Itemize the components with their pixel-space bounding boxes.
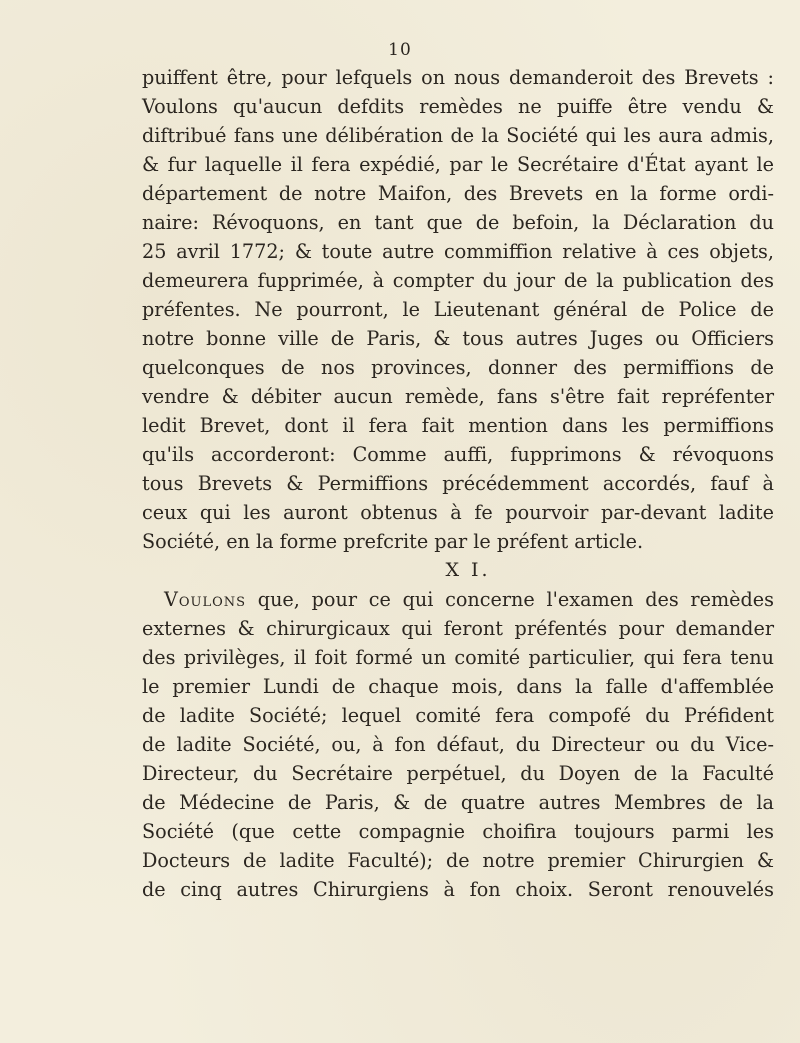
text-line: puiffent être, pour lefquels on nous demanderoit des Brevets : [142, 66, 774, 89]
section-first-line [142, 585, 774, 614]
text-line: Voulons qu'aucun defdits remèdes ne puiffe être vendu & [142, 95, 774, 118]
text-line: naire: Révoquons, en tant que de befoin, la Déclaration du [142, 211, 774, 234]
text-line: & fur laquelle il fera expédié, par le Secrétaire d'État ayant le [142, 153, 774, 176]
text-line: de ladite Société, ou, à fon défaut, du Directeur ou du Vice- [142, 733, 774, 756]
text-line: ledit Brevet, dont il fera fait mention dans les permiffions [142, 414, 774, 437]
text-line: Société (que cette compagnie choifira toujours parmi les [142, 820, 774, 843]
text-line: 25 avril 1772; & toute autre commiffion relative à ces objets, [142, 240, 774, 263]
section-first-line-rest: que, pour ce qui concerne l'examen des remèdes [246, 588, 774, 611]
body-text [142, 63, 774, 904]
text-line: de cinq autres Chirurgiens à fon choix. Seront renouvelés [142, 878, 774, 901]
text-line: préfentes. Ne pourront, le Lieutenant général de Police de [142, 298, 774, 321]
section-heading: X I. [445, 559, 491, 581]
text-line: le premier Lundi de chaque mois, dans la falle d'affemblée [142, 675, 774, 698]
text-line: qu'ils accorderont: Comme auffi, fupprimons & révoquons [142, 443, 774, 466]
text-line: diftribué fans une délibération de la Société qui les aura admis, [142, 124, 774, 147]
section-first-word: Voulons [164, 588, 247, 611]
text-line: vendre & débiter aucun remède, fans s'être fait repréfenter [142, 385, 774, 408]
text-line: département de notre Maifon, des Brevets en la forme ordi- [142, 182, 774, 205]
text-line: Société, en la forme prefcrite par le préfent article. [142, 530, 644, 553]
page-number: 10 [388, 40, 412, 60]
text-line: Docteurs de ladite Faculté); de notre premier Chirurgien & [142, 849, 774, 872]
text-line: quelconques de nos provinces, donner des permiffions de [142, 356, 774, 379]
text-line: de Médecine de Paris, & de quatre autres Membres de la [142, 791, 774, 814]
text-line: Directeur, du Secrétaire perpétuel, du Doyen de la Faculté [142, 762, 774, 785]
text-line: de ladite Société; lequel comité fera compofé du Préfident [142, 704, 774, 727]
text-line: demeurera fupprimée, à compter du jour de la publication des [142, 269, 774, 292]
text-line: ceux qui les auront obtenus à fe pourvoir par-devant ladite [142, 501, 774, 524]
text-line: tous Brevets & Permiffions précédemment accordés, fauf à [142, 472, 774, 495]
text-line: externes & chirurgicaux qui feront préfentés pour demander [142, 617, 774, 640]
text-line: des privilèges, il foit formé un comité particulier, qui fera tenu [142, 646, 774, 669]
text-line: notre bonne ville de Paris, & tous autres Juges ou Officiers [142, 327, 774, 350]
